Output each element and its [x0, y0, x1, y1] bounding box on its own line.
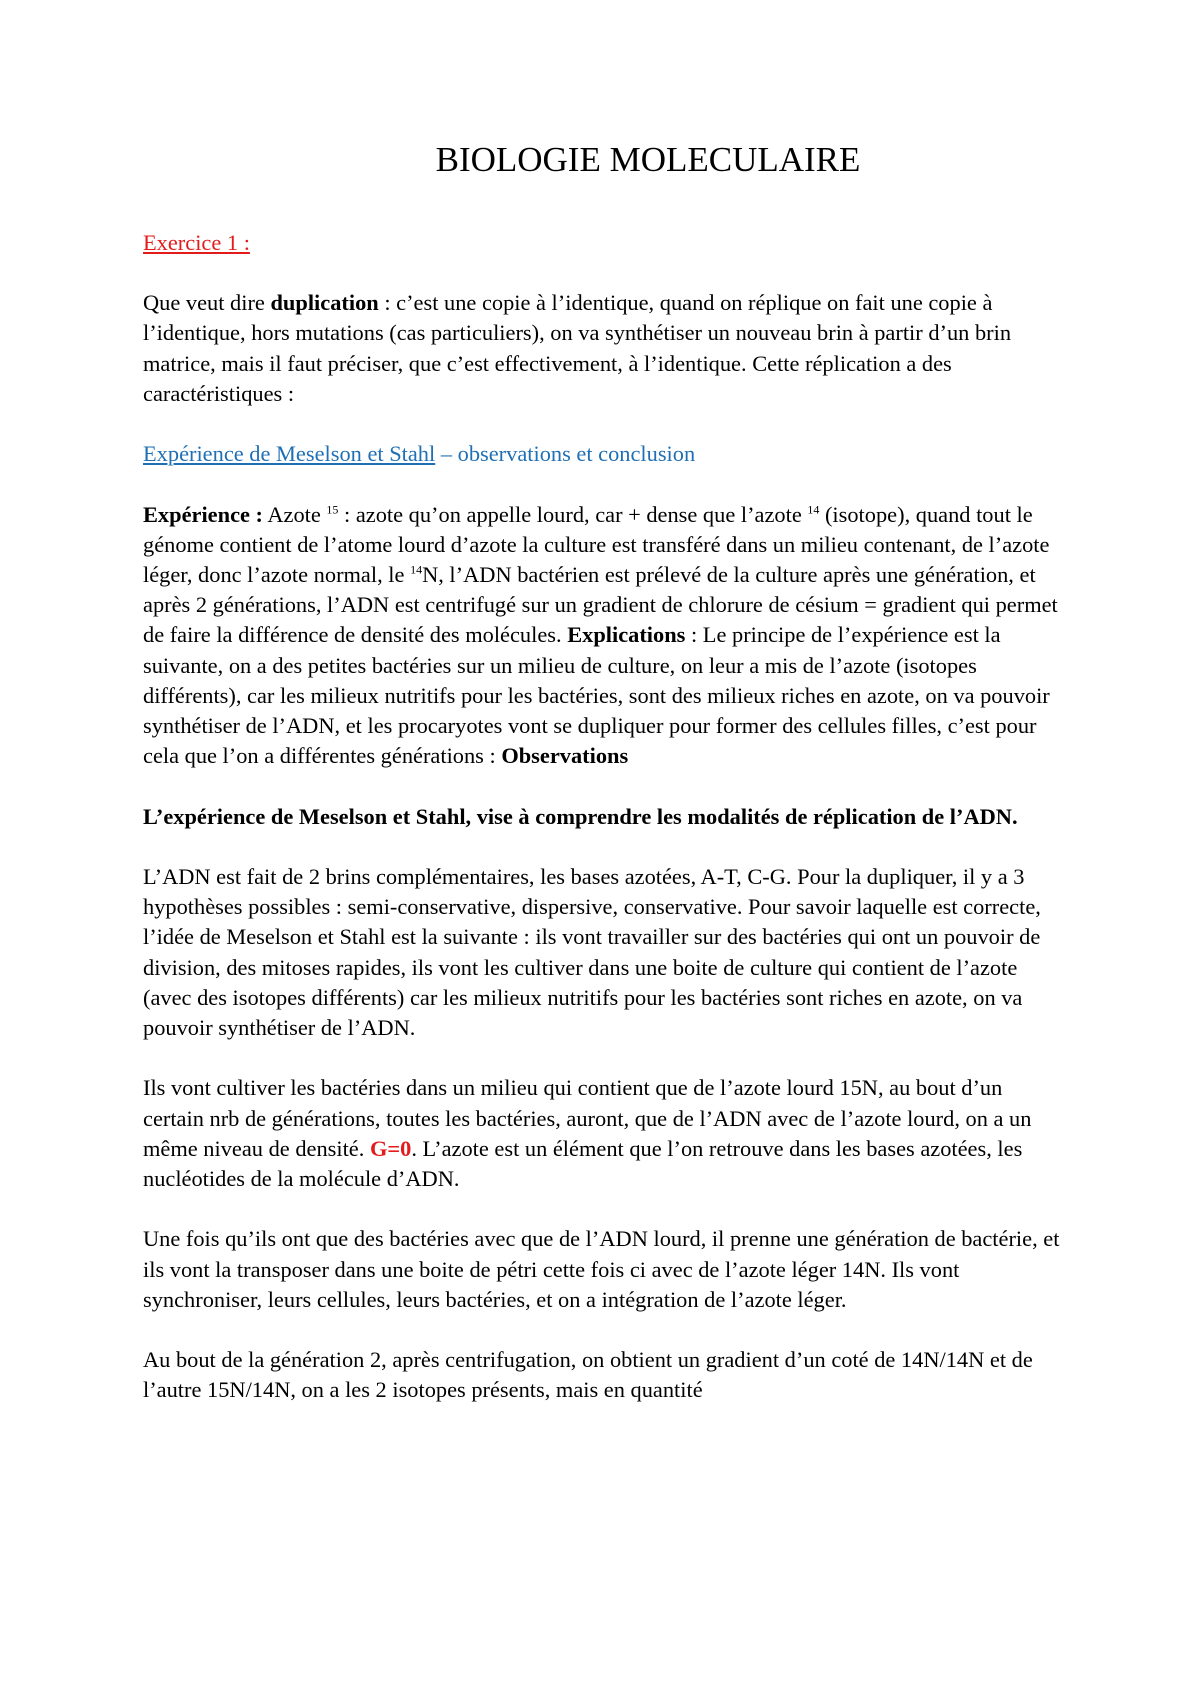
- highlight-red: G=0: [369, 1135, 412, 1161]
- bold-term: Explications: [567, 622, 686, 648]
- text-span: Azote: [263, 501, 327, 527]
- bold-statement: L’expérience de Meselson et Stahl, vise à comprendre les modalités de réplication de l’ADN.: [143, 803, 1018, 829]
- bold-term: Expérience :: [143, 501, 263, 527]
- paragraph-hypotheses: L’ADN est fait de 2 brins complémentaires, les bases azotées, A-T, C-G. Pour la dupliquer, il y a 3 hypothèses possibles : semi-conservative, dispersive, conservative. Pour savoir laquelle est correcte, l’idée de Meselson et Stahl est la suivante : ils vont travailler sur des bactéries qui ont un pouvoir de division, des mitoses rapides, ils vont les cultiver dans une boite de culture qui contient de l’azote (avec des isotopes différents) car les milieux nutritifs pour les bactéries sont riches en azote, on va pouvoir synthétiser de l’ADN.: [143, 864, 1041, 1041]
- superscript: 14: [807, 502, 820, 517]
- bold-term: duplication: [270, 290, 379, 316]
- text-span: N, l’ADN bactérien est prélevé de la culture après une génération, et après 2 générations, l’ADN est centrifugé sur un gradient de chlorure de césium = gradient qui permet de faire la différence de densité des molécules.: [143, 562, 1058, 648]
- superscript: 14: [410, 562, 423, 577]
- document-page: [143, 140, 1063, 1436]
- section-heading-meselson-stahl: [143, 439, 1063, 469]
- text-span: : azote qu’on appelle lourd, car + dense que l’azote: [338, 501, 808, 527]
- text-span: Que veut dire: [143, 290, 271, 316]
- heading-link[interactable]: Expérience de Meselson et Stahl: [143, 441, 436, 467]
- text-span: Ils vont cultiver les bactéries dans un milieu qui contient que de l’azote lourd 15N, au bout d’un certain nrb de générations, toutes les bactéries, auront, que de l’ADN avec de l’azote lourd, on a un même niveau de densité.: [143, 1075, 1032, 1161]
- exercise-heading: Exercice 1 :: [143, 230, 250, 255]
- text-span: : Le principe de l’expérience est la suivante, on a des petites bactéries sur un milieu de culture, on leur a mis de l’azote (isotopes différents), car les milieux nutritifs pour les bactéries, sont des milieux riches en azote, on va pouvoir synthétiser de l’ADN, et les procaryotes vont se dupliquer pour former des cellules filles, c’est pour cela que l’on a différentes générations :: [143, 622, 1050, 769]
- text-span: . L’azote est un élément que l’on retrouve dans les bases azotées, les nucléotides de la molécule d’ADN.: [143, 1135, 1023, 1192]
- paragraph-generation-2: Au bout de la génération 2, après centrifugation, on obtient un gradient d’un coté de 14N/14N et de l’autre 15N/14N, on a les 2 isotopes présents, mais en quantité: [143, 1347, 1033, 1403]
- paragraph-light-nitrogen: Une fois qu’ils ont que des bactéries avec que de l’ADN lourd, il prenne une génération de bactérie, et ils vont la transposer dans une boite de pétri cette fois ci avec de l’azote léger 14N. Ils vont synchroniser, leurs cellules, leurs bactéries, et on a intégration de l’azote léger.: [143, 1226, 1060, 1312]
- superscript: 15: [326, 502, 339, 517]
- text-span: (isotope), quand tout le génome contient de l’atome lourd d’azote la culture est transféré dans un milieu contenant, de l’azote léger, donc l’azote normal, le: [143, 501, 1050, 587]
- paragraph-objective: [143, 802, 1063, 832]
- paragraph-duplication: [143, 288, 1063, 409]
- text-span: : c’est une copie à l’identique, quand on réplique on fait une copie à l’identique, hors mutations (cas particuliers), on va synthétiser un nouveau brin à partir d’un brin matrice, mais il faut préciser, que c’est effectivement, à l’identique. Cette réplication a des caractéristiques :: [143, 290, 1012, 406]
- document-title: BIOLOGIE MOLECULAIRE: [435, 140, 861, 179]
- bold-term: Observations: [501, 743, 629, 769]
- heading-rest: – observations et conclusion: [435, 441, 696, 467]
- paragraph-experience: [143, 500, 1063, 772]
- paragraph-heavy-nitrogen: [143, 1073, 1063, 1194]
